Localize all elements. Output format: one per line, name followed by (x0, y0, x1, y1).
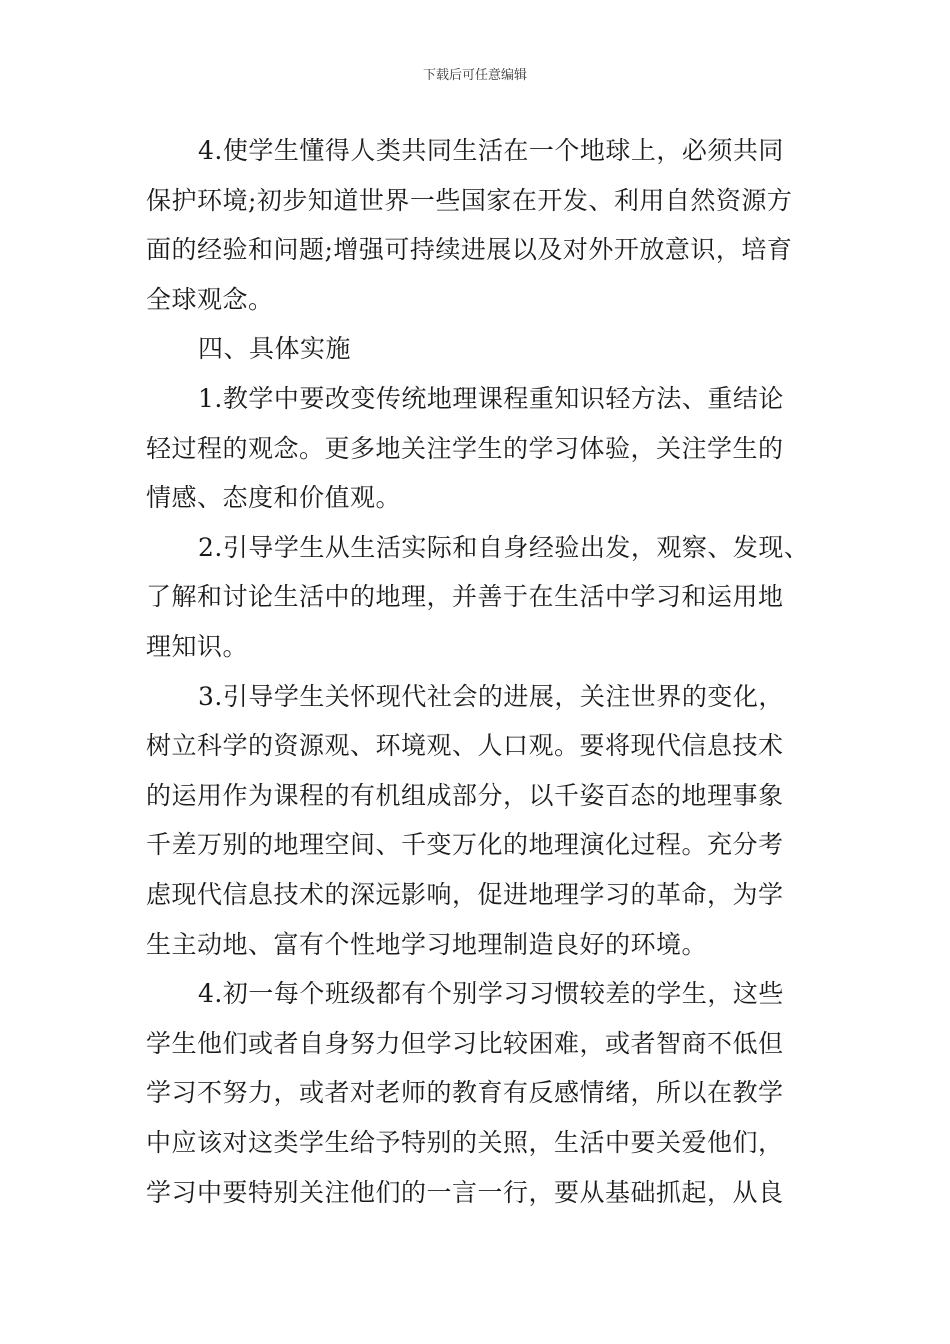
text-line: 学习中要特别关注他们的一言一行，要从基础抓起，从良 (146, 1177, 784, 1207)
text-line: 保护环境;初步知道世界一些国家在开发、利用自然资源方 (146, 185, 793, 215)
text-line: 生主动地、富有个性地学习地理制造良好的环境。 (146, 929, 708, 959)
text-line: 学生他们或者自身努力但学习比较困难，或者智商不低但 (146, 1028, 784, 1058)
page-header: 下载后可任意编辑 (422, 68, 527, 83)
text-line: 轻过程的观念。更多地关注学生的学习体验，关注学生的 (146, 433, 784, 463)
text-line: 的运用作为课程的有机组成部分，以千姿百态的地理事象 (146, 780, 784, 810)
text-line: 4.初一每个班级都有个别学习习惯较差的学生，这些 (198, 979, 784, 1009)
text-line: 虑现代信息技术的深远影响，促进地理学习的革命，为学 (146, 880, 784, 909)
text-line: 2.引导学生从生活实际和自身经验出发，观察、发现、 (198, 532, 810, 562)
text-line: 面的经验和问题;增强可持续进展以及对外开放意识，培育 (146, 235, 793, 265)
text-line: 4.使学生懂得人类共同生活在一个地球上，必须共同 (198, 136, 784, 165)
text-line: 情感、态度和价值观。 (146, 483, 402, 513)
text-line: 学习不努力，或者对老师的教育有反感情绪，所以在教学 (146, 1078, 784, 1108)
text-line: 中应该对这类学生给予特别的关照，生活中要关爱他们， (146, 1128, 784, 1157)
text-line: 1.教学中要改变传统地理课程重知识轻方法、重结论 (198, 384, 784, 413)
text-line: 了解和讨论生活中的地理，并善于在生活中学习和运用地 (146, 582, 784, 612)
text-line: 理知识。 (146, 632, 249, 661)
text-line: 3.引导学生关怀现代社会的进展，关注世界的变化， (198, 681, 784, 711)
text-line: 树立科学的资源观、环境观、人口观。要将现代信息技术 (146, 731, 784, 761)
text-line: 全球观念。 (146, 284, 274, 314)
text-line: 千差万别的地理空间、千变万化的地理演化过程。充分考 (146, 830, 784, 860)
text-line: 四、具体实施 (198, 334, 352, 364)
